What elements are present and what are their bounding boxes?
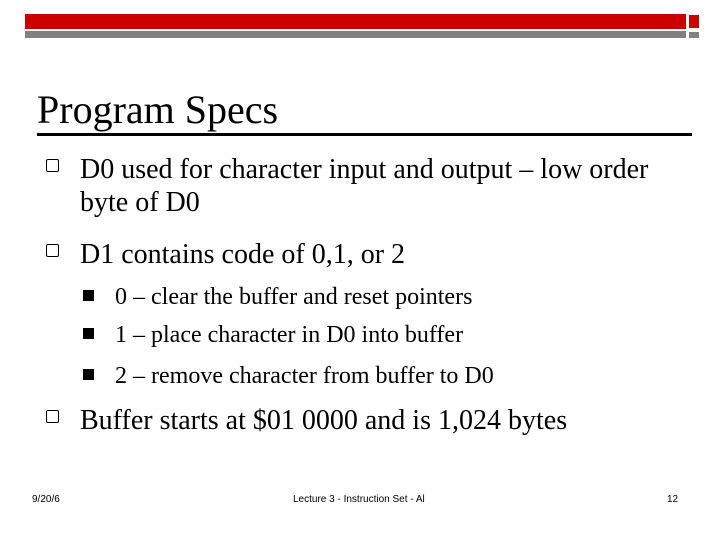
subbullet-text: 0 – clear the buffer and reset pointers (115, 284, 473, 310)
bullet-text: D0 used for character input and output – low order byte of D0 (80, 154, 649, 218)
subbullet-item (115, 320, 463, 350)
filled-square-bullet-icon (83, 328, 94, 339)
footer-date: 9/20/6 (32, 494, 60, 505)
bullet-text: Buffer starts at $01 0000 and is 1,024 bytes (80, 405, 568, 436)
subbullet-item (115, 361, 494, 391)
subbullet-text: 2 – remove character from buffer to D0 (115, 363, 494, 389)
footer-title: Lecture 3 - Instruction Set - Al (293, 494, 425, 505)
hollow-square-bullet-icon (46, 244, 59, 257)
hollow-square-bullet-icon (46, 159, 59, 172)
subbullet-text: 1 – place character in D0 into buffer (115, 322, 464, 348)
filled-square-bullet-icon (83, 369, 94, 380)
bullet-item (80, 404, 680, 437)
bullet-item (80, 153, 680, 219)
bullet-item (80, 238, 680, 271)
subbullet-item (115, 282, 472, 312)
hollow-square-bullet-icon (46, 410, 59, 423)
page-number: 12 (667, 494, 679, 505)
slide-title: Program Specs (37, 87, 279, 132)
filled-square-bullet-icon (83, 290, 94, 301)
bullet-text: D1 contains code of 0,1, or 2 (80, 239, 406, 270)
